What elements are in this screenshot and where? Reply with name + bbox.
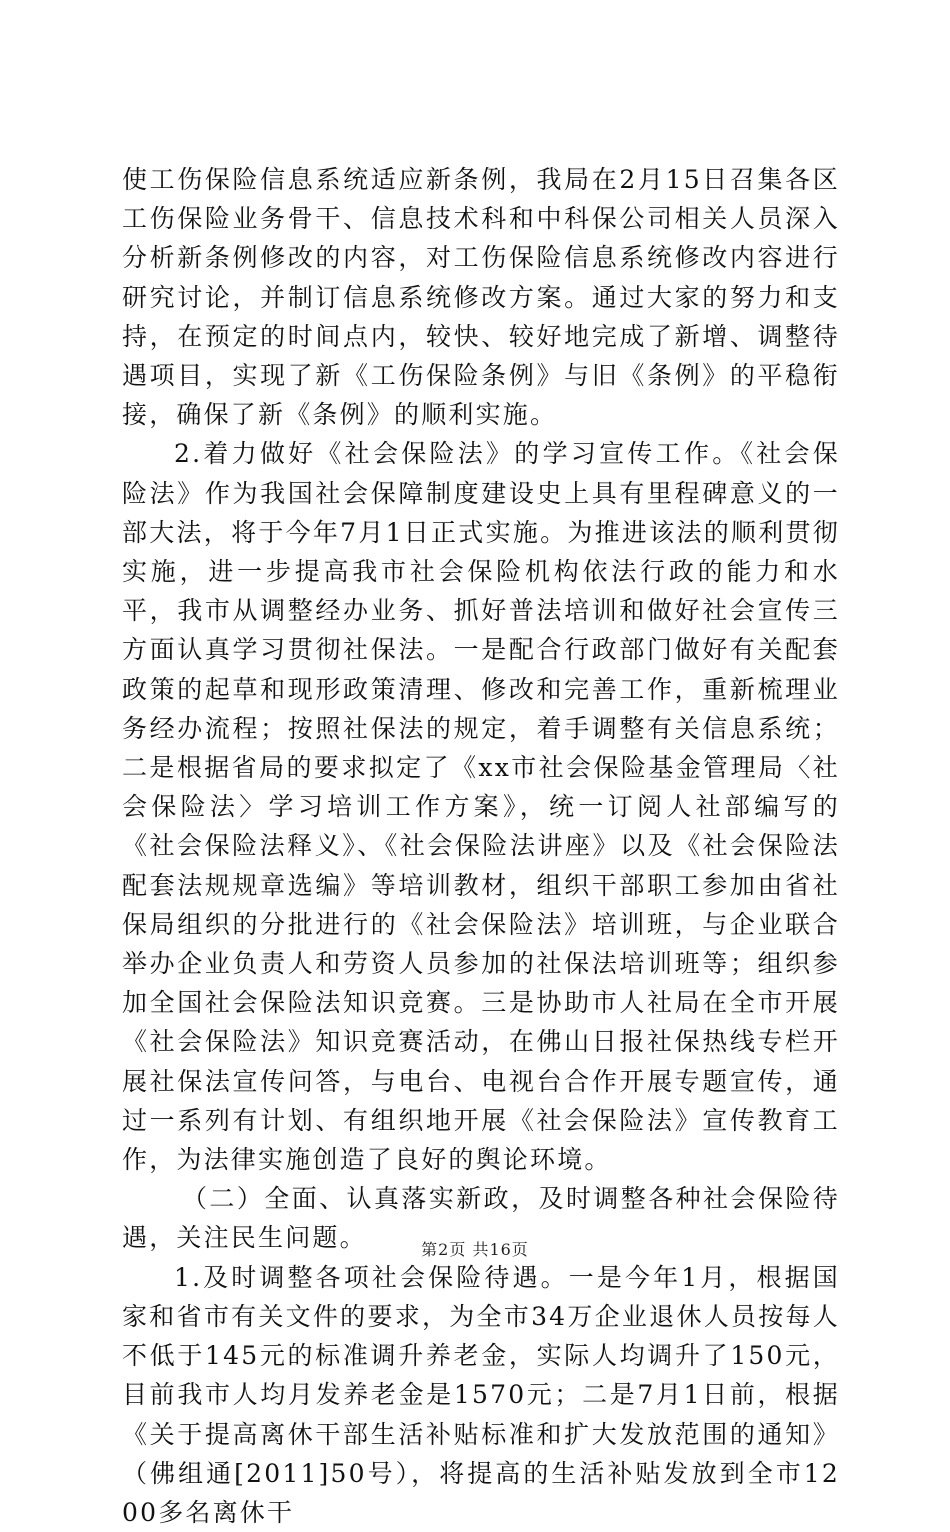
section-heading-two: （二）全面、认真落实新政，及时调整各种社会保险待遇，关注民生问题。 — [122, 1184, 840, 1253]
paragraph-continuation: 使工伤保险信息系统适应新条例，我局在2月15日召集各区工伤保险业务骨干、信息技术科和中科保公司相关人员深入分析新条例修改的内容，对工伤保险信息系统修改内容进行研究讨论，并制订信息系统修改方案。通过大家的努力和支持，在预定的时间点内，较快、较好地完成了新增、调整待遇项目，实现了新《工伤保险条例》与旧《条例》的平稳衔接，确保了新《条例》的顺利实施。 — [122, 165, 840, 430]
paragraph-social-insurance-law: 2.着力做好《社会保险法》的学习宣传工作。《社会保险法》作为我国社会保障制度建设史上具有里程碑意义的一部大法，将于今年7月1日正式实施。为推进该法的顺利贯彻实施，进一步提高我市社会保险机构依法行政的能力和水平，我市从调整经办业务、抓好普法培训和做好社会宣传三方面认真学习贯彻社保法。一是配合行政部门做好有关配套政策的起草和现形政策清理、修改和完善工作，重新梳理业务经办流程；按照社保法的规定，着手调整有关信息系统；二是根据省局的要求拟定了《xx市社会保险基金管理局〈社会保险法〉学习培训工作方案》，统一订阅人社部编写的《社会保险法释义》、《社会保险法讲座》以及《社会保险法配套法规规章选编》等培训教材，组织干部职工参加由省社保局组织的分批进行的《社会保险法》培训班，与企业联合举办企业负责人和劳资人员参加的社保法培训班等；组织参加全国社会保险法知识竞赛。三是协助市人社局在全市开展《社会保险法》知识竞赛活动，在佛山日报社保热线专栏开展社保法宣传问答，与电台、电视台合作开展专题宣传，通过一系列有计划、有组织地开展《社会保险法》宣传教育工作，为法律实施创造了良好的舆论环境。 — [122, 439, 840, 1175]
document-body — [122, 160, 840, 1532]
paragraph-benefit-adjustment: 1.及时调整各项社会保险待遇。一是今年1月，根据国家和省市有关文件的要求，为全市34万企业退休人员按每人不低于145元的标准调升养老金，实际人均调升了150元，目前我市人均月发养老金是1570元；二是7月1日前，根据《关于提高离休干部生活补贴标准和扩大发放范围的通知》（佛组通[2011]50号），将提高的生活补贴发放到全市1200多名离休干 — [122, 1262, 840, 1527]
page-number-footer: 第2页 共16页 — [421, 1240, 529, 1259]
